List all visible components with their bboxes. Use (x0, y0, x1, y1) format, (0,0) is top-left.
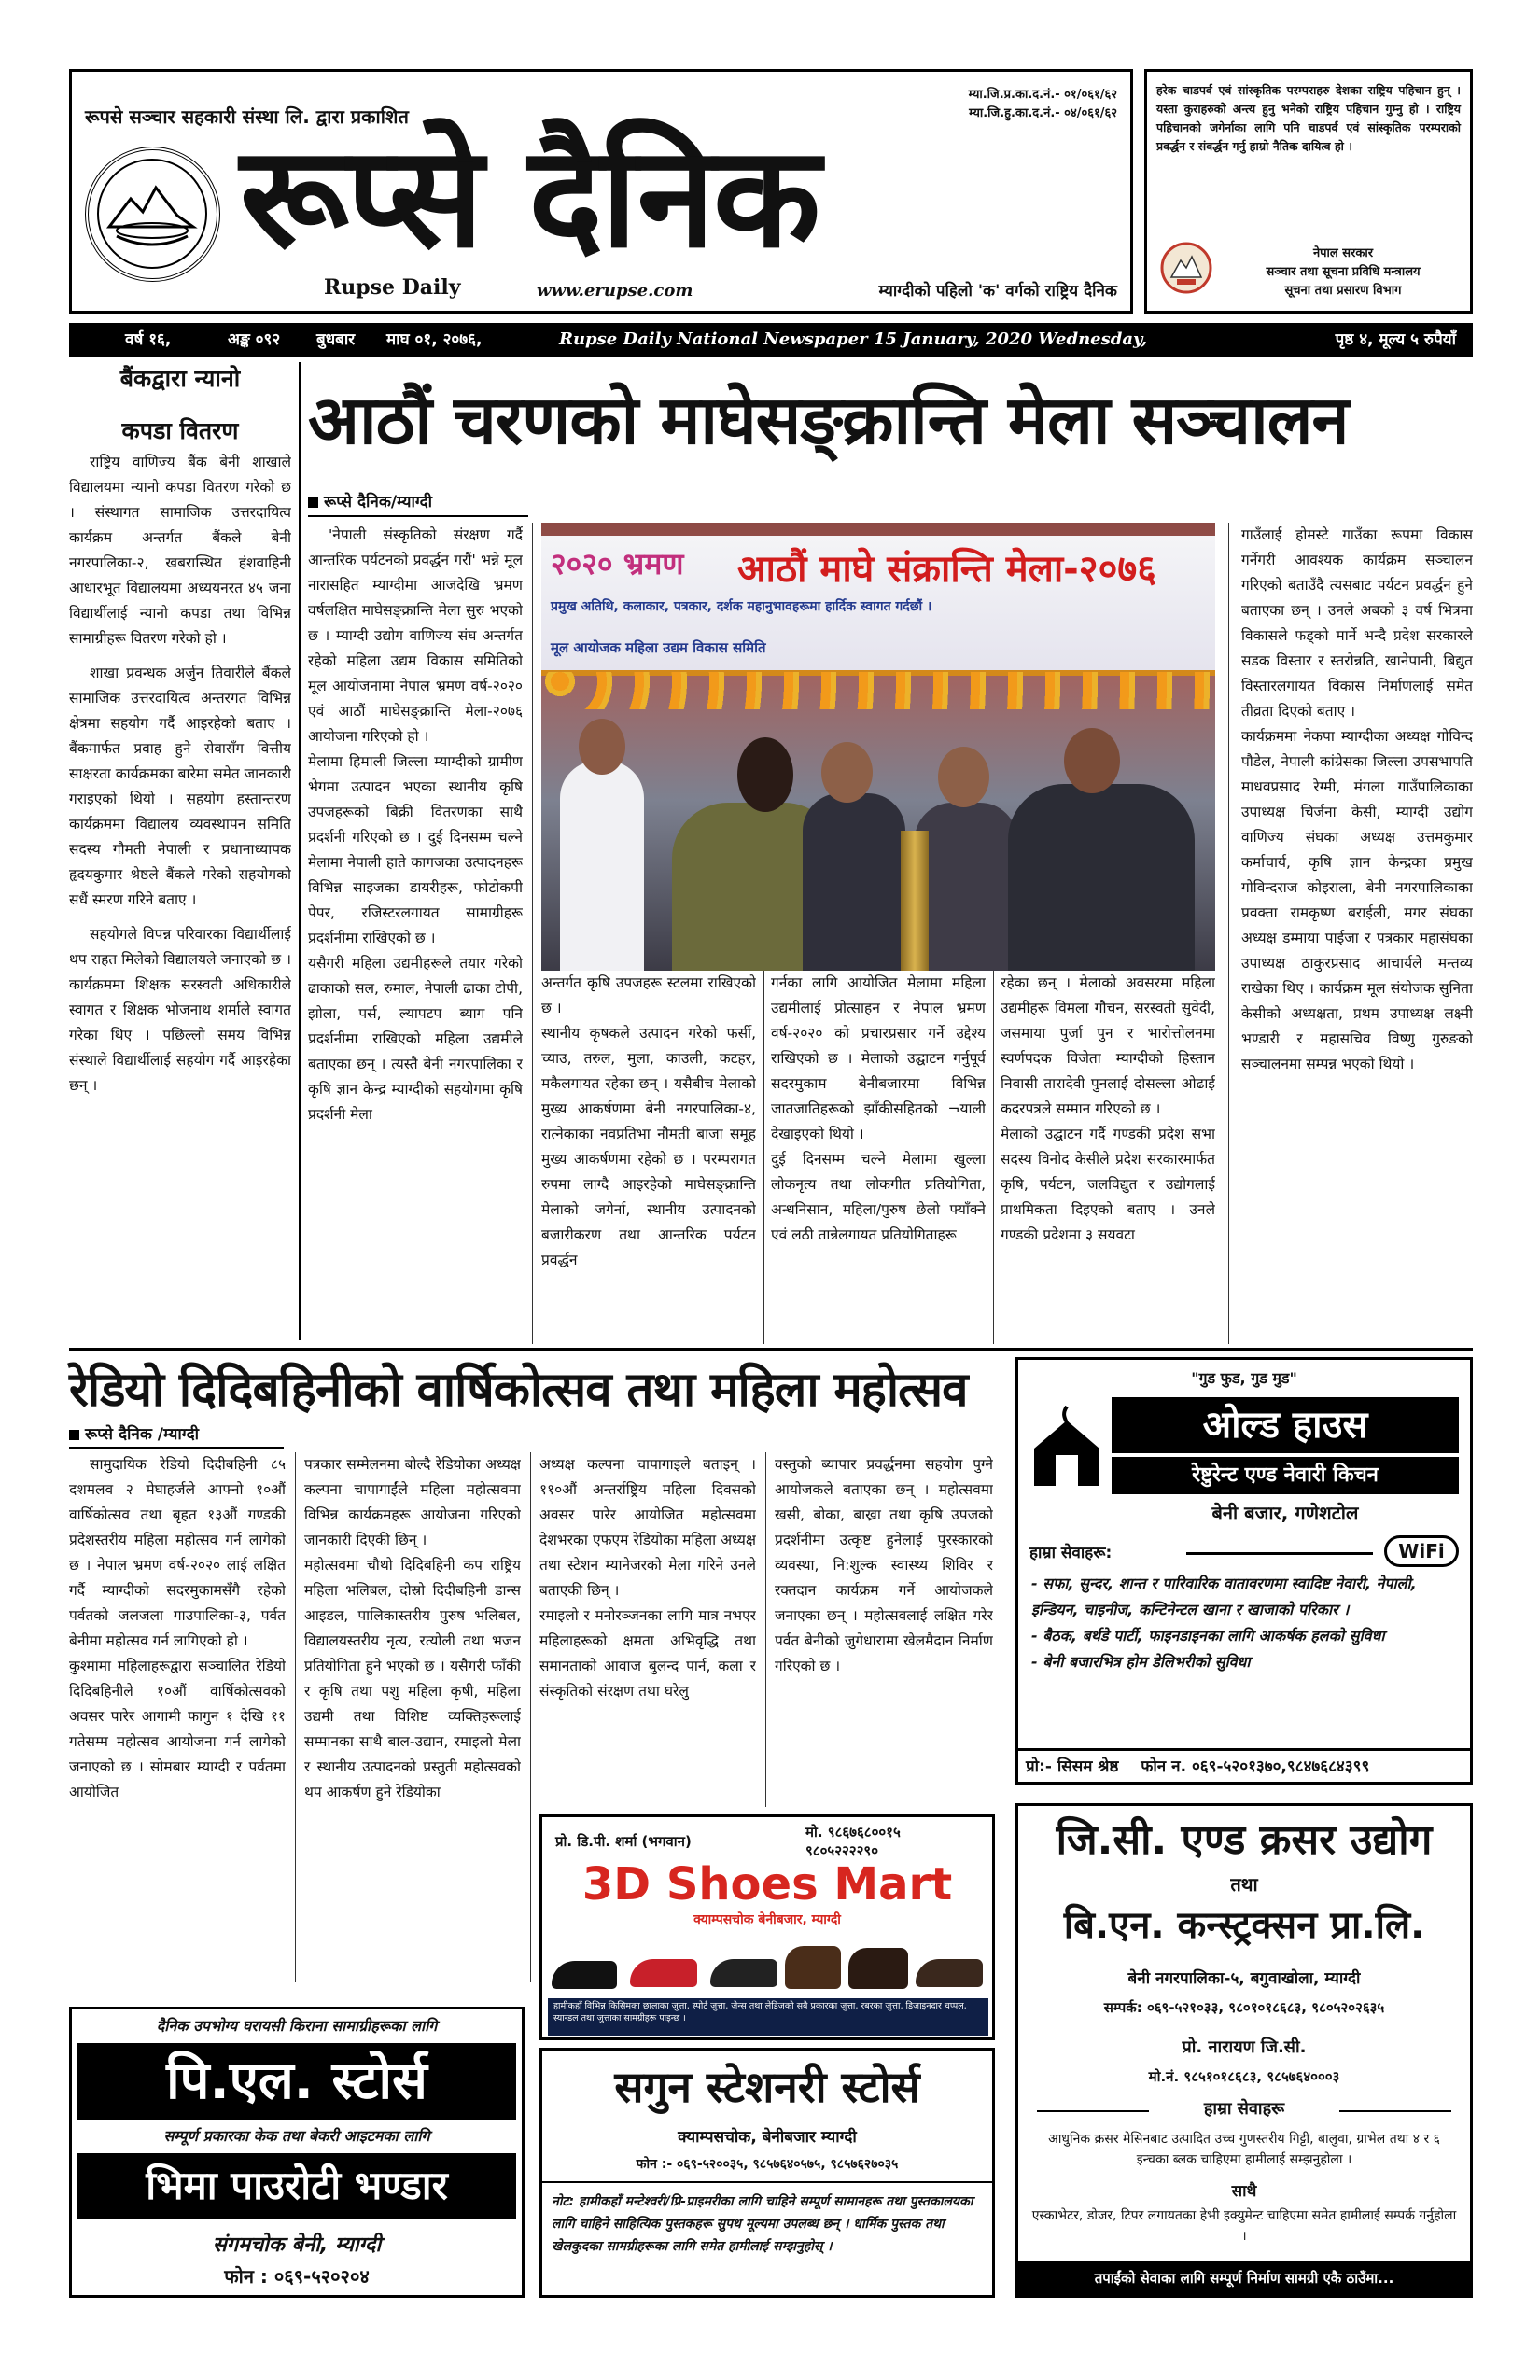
date-en: Rupse Daily National Newspaper 15 January, 2020 Wednesday, (559, 329, 1148, 349)
registration-1: म्या.जि.प्र.का.द.नं.- ०१/०६१/६२ (968, 88, 1117, 102)
section-divider (69, 1348, 1473, 1351)
person-figure (938, 747, 989, 807)
lead-column-2 (541, 971, 756, 1344)
lead-column-1 (308, 523, 523, 1344)
byline-rule (69, 1447, 284, 1449)
person-figure (821, 742, 873, 803)
column-rule (1228, 523, 1229, 1344)
brass-lamp (901, 831, 929, 971)
ad-footer-bar (1018, 1748, 1470, 1782)
masthead-logo (85, 147, 220, 282)
shoes-address: क्याम्पसचोक बेनीबजार, म्याग्दी (693, 1912, 841, 1927)
radio-text: अध्यक्ष कल्पना चापागाइले बताइन् । ११०औं अन्तर्राष्ट्रिय महिला दिवसको अवसर पारेर आयोजित महोत्सवमा देशभरका एफएम रेडियोका महिला अध्यक्ष तथा स्टेशन म्यानेजरको मेला गरिने उनले बताएकी छिन् । रमाइलो र मनोरञ्जनका लागि मात्र नभएर महिलाहरूको क्षमता अभिवृद्धि तथा समानताको आवाज बुलन्द पार्न, कला र संस्कृतिको संरक्षण तथा घरेलु (539, 1456, 756, 1700)
dateline-bar (69, 323, 1473, 357)
sidebar-paragraph: सहयोगले विपन्न परिवारका विद्यार्थीलाई थप राहत मिलेको विद्यालयले जनाएको छ । कार्यक्रममा शिक्षक सरस्वती अधिकारीले स्वागत र शिक्षक भोजनाथ शर्माले स्वागत गरेका थिए । पछिल्लो समय विभिन्न संस्थाले विद्यार्थीलाई सहयोग गर्दै आइरहेका छन् । (69, 926, 291, 1094)
nepal-emblem-icon (1160, 240, 1212, 296)
masthead-title-en: Rupse Daily (324, 275, 461, 300)
sidebar-headline-1: बैंकद्वारा न्यानो (119, 365, 241, 392)
sidebar-paragraph: शाखा प्रवन्धक अर्जुन तिवारीले बैंकले सामाजिक उत्तरदायित्व अन्तरगत विभिन्न क्षेत्रमा सहयोग गर्दै आइरहेको बताए । बैंकमार्फत प्रवाह हुने सेवासँग वित्तीय साक्षरता कार्यक्रमका बारेमा समेत जानकारी गराइएको थियो । सहयोग हस्तान्तरण कार्यक्रममा विद्यालय व्यवस्थापन समिति सदस्य गौमती नेपाली र प्रधानाध्यापक हृदयकुमार श्रेष्ठले बैंकले गरेको सहयोगको सधैं स्मरण गरिने बताए । (69, 665, 291, 908)
masthead-tagline: म्याग्दीको पहिलो 'क' वर्गको राष्ट्रिय दैनिक (878, 282, 1117, 301)
ad-old-house (1015, 1357, 1473, 1785)
publisher-line: रूपसे सञ्चार सहकारी संस्था लि. द्वारा प्रकाशित (85, 105, 409, 128)
services-rule (1186, 1552, 1373, 1555)
banner-welcome: प्रमुख अतिथि, कलाकार, पत्रकार, दर्शक महानुभावहरूमा हार्दिक स्वागत गर्दछौं । (551, 599, 932, 614)
volume: वर्ष १६, (125, 330, 172, 349)
crusher-name-2: बि.एन. कन्स्ट्रक्सन प्रा.लि. (1063, 1904, 1425, 1947)
masthead-title: रूप्से दैनिक (240, 117, 819, 279)
crusher-address: बेनी नगरपालिका-५, बगुवाखोला, म्याग्दी (1127, 1969, 1361, 1988)
date-np: माघ ०१, २०७६, (386, 330, 483, 349)
sagun-address: क्याम्पसचोक, बेनीबजार म्याग्दी (678, 2128, 857, 2147)
lead-byline: रूप्से दैनिक/म्याग्दी (308, 490, 432, 511)
crusher-connector: तथा (1230, 1873, 1258, 1896)
sagun-note: नोट: हामीकहाँ मन्टेश्वरी/प्रि-प्राइमरीका लागि चाहिने सम्पूर्ण सामानहरू तथा पुस्तकालयका लागि चाहिने साहित्यिक पुस्तकहरू सुपथ मूल्यमा उपलब्ध छन् । धार्मिक पुस्तक तथा खेलकुदका सामग्रीहरूका लागि समेत हामीलाई सम्झनुहोस् । (552, 2194, 973, 2254)
ad-sagun-stationery (539, 2048, 995, 2298)
event-banner (541, 536, 1215, 676)
pl-top: दैनिक उपभोग्य घरायसी किराना सामाग्रीहरूका लागि (156, 2017, 438, 2035)
crusher-services-label: हाम्रा सेवाहरू (1203, 2099, 1285, 2119)
shoe-icon (848, 1948, 908, 1989)
person-figure (560, 761, 644, 971)
radio-text: पत्रकार सम्मेलनमा बोल्दै रेडियोका अध्यक्ष कल्पना चापागाईंले महिला महोत्सवमा विभिन्न कार्यक्रमहरू आयोजना गरिएको जानकारी दिएकी छिन् । महोत्सवमा चौथो दिदिबहिनी कप राष्ट्रिय महिला भलिबल, दोस्रो दिदीबहिनी डान्स आइडल, पालिकास्तरीय पुरुष भलिबल, विद्यालयस्तरीय नृत्य, रत्योली तथा भजन प्रतियोगिता हुने भएको छ । यसैगरी फाँकी र कृषि तथा पशु महिला कृषी, महिला उद्यमी तथा विशिष्ट व्यक्तिहरूलाई सम्मानका साथै बाल-उद्यान, रमाइलो मेला र स्थानीय उत्पादनको प्रस्तुती महोत्सवको थप आकर्षण हुने रेडियोका (304, 1456, 521, 1800)
proprietor: प्रो:- सिसम श्रेष्ठ (1026, 1757, 1119, 1776)
ad-slogan: "गुड फुड, गुड मुड" (1191, 1369, 1297, 1387)
phone: फोन न. ०६९-५२०१३७०,९८४७६८४३९९ (1141, 1757, 1370, 1776)
byline-rule (308, 515, 528, 517)
pl-name: पि.एल. स्टोर्स (77, 2043, 516, 2120)
issue: अङ्क ०९२ (228, 330, 281, 349)
shoe-icon (710, 1959, 777, 1987)
shoe-icon (630, 1959, 697, 1987)
crusher-mobile: मो.नं. ९८५१०१८६८३, ९८५७६४०००३ (1148, 2068, 1340, 2085)
column-rule (532, 523, 533, 1344)
radio-text: वस्तुको ब्यापार प्रवर्द्धनमा सहयोग पुग्ने आयोजकले बताएका छन् । महोत्सवमा खसी, बोका, बाख्रा तथा कृषि उपजको प्रदर्शनीमा उत्कृष्ट हुनेलाई पुरस्कारको व्यवस्था, नि:शुल्क स्वास्थ्य शिविर र रक्तदान कार्यक्रम गर्ने आयोजकले जनाएका छन् । महोत्सवलाई लक्षित गरेर पर्वत बेनीको जुगेधारामा खेलमैदान निर्माण गरिएको छ । (775, 1456, 993, 1674)
shoes-name: 3D Shoes Mart (581, 1858, 953, 1911)
marigold-garland (541, 672, 1215, 709)
pl-mid: सम्पूर्ण प्रकारका केक तथा बेकरी आइटमका लागि (163, 2127, 430, 2145)
crusher-proprietor: प्रो. नारायण जि.सी. (1182, 2037, 1307, 2057)
radio-byline: रूप्से दैनिक /म्याग्दी (69, 1422, 199, 1444)
lead-text: रहेका छन् । मेलाको अवसरमा महिला उद्यमीहरू विमला गौचन, सरस्वती सुवेदी, जसमाया पुर्जा पुन र भारोत्तोलनमा स्वर्णपदक विजेता म्याग्दीको हिस्तान निवासी तारादेवी पुनलाई दोसल्ला ओढाई कदरपत्रले सम्मान गरिएको छ । मेलाको उद्घाटन गर्दै गण्डकी प्रदेश सभा सदस्य विनोद केसीले प्रदेश सरकारमार्फत कृषि, पर्यटन, जलविद्युत र उद्योगलाई प्राथमिकता दिइएको बताए । उनले गण्डकी प्रदेशमा ३ सयवटा (1001, 974, 1215, 1243)
radio-column-3 (539, 1452, 756, 1807)
shoe-icon (552, 1961, 617, 1989)
column-rule (763, 971, 764, 1344)
authority-1: नेपाल सरकार (1312, 246, 1374, 260)
house-fire-icon (1029, 1397, 1104, 1491)
ad-gc-crusher (1015, 1803, 1473, 2298)
sidebar-paragraph: राष्ट्रिय वाणिज्य बैंक बेनी शाखाले विद्यालयमा न्यानो कपडा वितरण गरेको छ । संस्थागत सामाजिक उत्तरदायित्व कार्यक्रम अन्तर्गत बैंकले बेनी नगरपालिका-२, खबरास्थित हंशवाहिनी आधारभूत विद्यालयमा अध्ययनरत ४५ जना विद्यार्थीलाई न्यानो कपडा तथा विभिन्न सामाग्रीहरू वितरण गरेको हो । (69, 454, 291, 647)
person-figure (915, 803, 1017, 971)
radio-text: सामुदायिक रेडियो दिदीबहिनी ८५ दशमलव २ मेघाहर्जले आफ्नो १०औं वार्षिकोत्सव तथा बृहत १३औं गण्डकी प्रदेशस्तरीय महिला महोत्सव गर्न लागेको छ । नेपाल भ्रमण वर्ष-२०२० लाई लक्षित गर्दै म्याग्दीको सदरमुकामसँगै रहेको पर्वतको जलजला गाउपालिका-३, पर्वत बेनीमा महोत्सव गर्न लागिएको हो । कुश्मामा महिलाहरूद्वारा सञ्चालित रेडियो दिदिबहिनीले १०औं वार्षिकोत्सवको अवसर पारेर आगामी फागुन १ देखि ११ गतेसम्म महोत्सव आयोजना गर्न लागेको जनाएको छ । सोमबार म्याग्दी र पर्वतमा आयोजित (69, 1456, 286, 1800)
service-item: - बैठक, बर्थडे पार्टी, फाइनडाइनका लागि आकर्षक हलको सुविधा (1031, 1627, 1385, 1645)
person-figure (1008, 784, 1195, 971)
lead-photo (541, 523, 1215, 971)
sidebar-story (69, 362, 291, 1340)
wifi-badge: WiFi (1384, 1535, 1459, 1567)
sidebar-headline-2: कपडा वितरण (121, 417, 239, 444)
shoes-note: हामीकहाँ विभिन्न किसिमका छालाका जुत्ता, स्पोर्ट जुत्ता, जेन्स तथा लेडिजको सबै प्रकारका जुत्ता, रबरका जुत्ता, डिजाइनदार चप्पल, स्यान्डल तथा जुत्ताका सामग्रीहरू पाइन्छ । (548, 1998, 988, 2036)
shoe-icon (916, 1959, 983, 1987)
column-rule (530, 1452, 531, 1982)
mountain-emblem-icon (89, 150, 217, 278)
radio-column-2 (304, 1452, 521, 1982)
services-divider (1339, 2110, 1451, 2112)
shoes-owner: प्रो. डि.पी. शर्मा (भगवान) (555, 1833, 692, 1850)
shoe-row (552, 1937, 983, 1996)
service-item: - सफा, सुन्दर, शान्त र पारिवारिक वातावरणमा स्वादिष्ट नेवारी, नेपाली, इन्डियन, चाइनीज, कन्टिनेन्टल खाना र खाजाको परिकार । (1031, 1575, 1417, 1618)
masthead (69, 69, 1133, 314)
pages-price: पृष्ठ ४, मूल्य ५ रुपैयाँ (1335, 330, 1456, 349)
weekday: बुधबार (316, 330, 356, 349)
crusher-services: आधुनिक क्रसर मेसिनबाट उत्पादित उच्च गुणस्तरीय गिट्टी, बालुवा, ग्राभेल तथा ४ र ६ इन्चका ब्लक चाहिएमा हामीलाई सम्झनुहोला । (1048, 2132, 1440, 2167)
website-link[interactable]: www.erupse.com (537, 281, 693, 301)
services-divider (1037, 2110, 1149, 2112)
crusher-footer: तपाईंको सेवाका लागि सम्पूर्ण निर्माण सामग्री एकै ठाउँमा... (1018, 2261, 1470, 2295)
sagun-rule (542, 2181, 992, 2183)
notice-box (1144, 69, 1473, 314)
sagun-name: सगुन स्टेशनरी स्टोर्स (614, 2062, 920, 2112)
radio-column-4 (775, 1452, 993, 1807)
ad-location: बेनी बजार, गणेशटोल (1211, 1502, 1359, 1524)
pl-phone: फोन : ०६९-५२०२०४ (224, 2265, 370, 2288)
sagun-phone: फोन :- ०६९-५२००३५, ९८५७६४०५७५, ९८५७६२७०३५ (636, 2157, 899, 2172)
authority-2: सञ्चार तथा सूचना प्रविधि मन्त्रालय (1266, 265, 1421, 279)
notice-text: हरेक चाडपर्व एवं सांस्कृतिक परम्पराहरु देशका राष्ट्रिय पहिचान हुन् । यस्ता कुराहरुको अन्त्य हुनु भनेको राष्ट्रिय पहिचान गुम्नु हो । राष्ट्रिय पहिचानको जगेर्नाका लागि पनि चाडपर्व एवं सांस्कृतिक परम्पराको प्रवर्द्धन र संवर्द्धन गर्नु हाम्रो नैतिक दायित्व हो । (1156, 83, 1461, 153)
lead-text: गाउँलाई होमस्टे गाउँका रूपमा विकास गर्नेगरी आवश्यक कार्यक्रम सञ्चालन गरिएको बताउँदै त्यसबाट पर्यटन प्रवर्द्धन हुने बताएका छन् । उनले अबको ३ वर्ष भित्रमा विकासले फड्को मार्ने भन्दै प्रदेश सरकारले सडक विस्तार र स्तरोन्नति, खानेपानी, बिद्युत विस्तारलगायत विकास निर्माणलाई समेत तीव्रता दिएको बताए । कार्यक्रममा नेकपा म्याग्दीका अध्यक्ष गोविन्द पौडेल, नेपाली कांग्रेसका जिल्ला उपसभापति माधवप्रसाद रेग्मी, मंगला गाउँपालिकाका उपाध्यक्ष चिर्जना केसी, म्याग्दी उद्योग वाणिज्य संघका अध्यक्ष उत्तमकुमार कर्माचार्य, कृषि ज्ञान केन्द्रका प्रमुख गोविन्दराज कोइराला, बेनी नगरपालिकाका प्रवक्ता रामकृष्ण बराईली, मगर संघका अध्यक्ष डम्माया पाईजा र पत्रकार महासंघका उपाध्यक्ष ठाकुरप्रसाद आचार्यले मन्तव्य राखेका थिए । कार्यक्रम मूल संयोजक सुनिता केसीको अध्यक्षता, प्रथम उपाध्यक्ष लक्ष्मी भण्डारी र महासचिव विष्णु गुरुङको सञ्चालनमा सम्पन्न भएको थियो । (1241, 526, 1473, 1072)
lead-column-5 (1241, 523, 1473, 1344)
authority-3: सूचना तथा प्रसारण विभाग (1284, 284, 1402, 298)
person-figure (579, 719, 625, 775)
column-rule (765, 1452, 766, 1807)
lead-text: गर्नका लागि आयोजित मेलामा महिला उद्यमीलाई प्रोत्साहन र नेपाल भ्रमण वर्ष-२०२० को प्रचारप्रसार गर्ने उद्देश्य राखिएको छ । मेलाको उद्घाटन गर्नुपूर्व सदरमुकाम बेनीबजारमा विभिन्न जातजातिहरूको झाँकीसहितको ¬याली देखाइएको थियो । दुई दिनसम्म चल्ने मेलामा खुल्ला लोकनृत्य तथा लोकगीत प्रतियोगिता, अन्धनिसान, महिला/पुरुष छेलो फ्याँक्ने एवं लठी तान्नेलगायत प्रतियोगिताहरू (771, 974, 986, 1243)
service-item: - बेनी बजारभित्र होम डेलिभरीको सुविधा (1031, 1653, 1251, 1671)
person-figure (803, 793, 905, 971)
lead-text: अन्तर्गत कृषि उपजहरू स्टलमा राखिएको छ । स्थानीय कृषकले उत्पादन गरेको फर्सी, च्याउ, तरुल, मुला, काउली, कटहर, मकैलगायत रहेका छन् । यसैबीच मेलाको मुख्य आकर्षणमा बेनी नगरपालिका-४, रात्नेकाका नवप्रतिभा नौमती बाजा समूह मुख्य आकर्षणमा रहेको छ । परम्परागत रुपमा लाग्दै आइरहेको माघेसङ्क्रान्ति मेलाको जगेर्ना, स्थानीय उत्पादनको बजारीकरण तथा आन्तरिक पर्यटन प्रवर्द्धन (541, 974, 756, 1268)
radio-column-1 (69, 1452, 286, 1982)
lead-headline: आठौं चरणको माघेसङ्क्रान्ति मेला सञ्चालन (308, 381, 1349, 459)
ad-3d-shoes (539, 1814, 995, 2040)
pl-address: संगमचोक बेनी, म्याग्दी (212, 2233, 382, 2257)
crusher-contact: सम्पर्क: ०६९-५२१०३३, ९८०१०१८६८३, ९८०५२०२६३५ (1103, 1999, 1385, 2016)
radio-headline: रेडियो दिदिबहिनीको वार्षिकोत्सव तथा महिला महोत्सव (69, 1363, 968, 1418)
lead-text: 'नेपाली संस्कृतिको संरक्षण गर्दै आन्तरिक पर्यटनको प्रवर्द्धन गरौं' भन्ने मूल नारासहित म्याग्दीमा आजदेखि भ्रमण वर्षलक्षित माघेसङ्क्रान्ति मेला सुरु भएको छ । म्याग्दी उद्योग वाणिज्य संघ अन्तर्गत रहेको महिला उद्यम विकास समितिको मूल आयोजनामा नेपाल भ्रमण वर्ष-२०२० एवं आठौं माघेसङ्क्रान्ति मेला-२०७६ आयोजना गरिएको हो । मेलामा हिमाली जिल्ला म्याग्दीको ग्रामीण भेगमा उत्पादन भएका स्थानीय कृषि उपजहरूको बिक्री वितरणका साथै प्रदर्शनी गरिएको छ । दुई दिनसम्म चल्ने मेलामा नेपाली हाते कागजका उत्पादनहरू विभिन्न साइजका डायरीहरू, फोटोकपी पेपर, रजिस्टरलगायत सामाग्रीहरू प्रदर्शनीमा राखिएको छ । यसैगरी महिला उद्यमीहरूले तयार गरेको ढाकाको सल, रुमाल, नेपाली ढाका टोपी, झोला, पर्स, ल्यापटप ब्याग पनि प्रदर्शनीमा राखिएको महिला उद्यमीले बताएका छन् । त्यस्तै बेनी नगरपालिका र कृषि ज्ञान केन्द्र म्याग्दीको सहयोगमा कृषि प्रदर्शनी मेला (308, 526, 523, 1123)
pl-name-2: भिमा पाउरोटी भण्डार (77, 2153, 516, 2219)
registration-2: म्या.जि.हु.का.द.नं.- ०४/०६१/६२ (969, 106, 1117, 120)
services-label: हाम्रा सेवाहरू: (1029, 1544, 1113, 1562)
shoes-mobile: मो. ९८६७६८००१५ ९८०५२२२२९० (805, 1824, 901, 1859)
crusher-extra: एस्काभेटर, डोजर, टिपर लगायतका हेभी इक्युमेन्ट चाहिएमा समेत हामीलाई सम्पर्क गर्नुहोला । (1031, 2208, 1457, 2244)
ad-name-1: ओल्ड हाउस (1112, 1397, 1459, 1453)
lead-column-3 (771, 971, 986, 1344)
ad-pl-stores (69, 2007, 525, 2298)
banner-year: २०२० भ्रमण (551, 546, 684, 581)
crusher-with: साथै (1231, 2182, 1257, 2201)
column-rule (993, 971, 994, 1344)
column-rule (299, 362, 301, 1340)
ad-name-2: रेष्टुरेन्ट एण्ड नेवारी किचन (1112, 1457, 1459, 1494)
services-list (1031, 1571, 1461, 1675)
column-rule (295, 1452, 296, 1982)
lead-column-4 (1001, 971, 1215, 1344)
person-figure (1064, 728, 1120, 793)
banner-title: आठौं माघे संक्रान्ति मेला-२०७६ (737, 548, 1156, 591)
banner-organizer: मूल आयोजक महिला उद्यम विकास समिति (551, 639, 766, 656)
shoe-icon (785, 1946, 841, 1989)
person-figure (737, 737, 793, 812)
crusher-name-1: जि.सी. एण्ड क्रसर उद्योग (1056, 1816, 1433, 1864)
